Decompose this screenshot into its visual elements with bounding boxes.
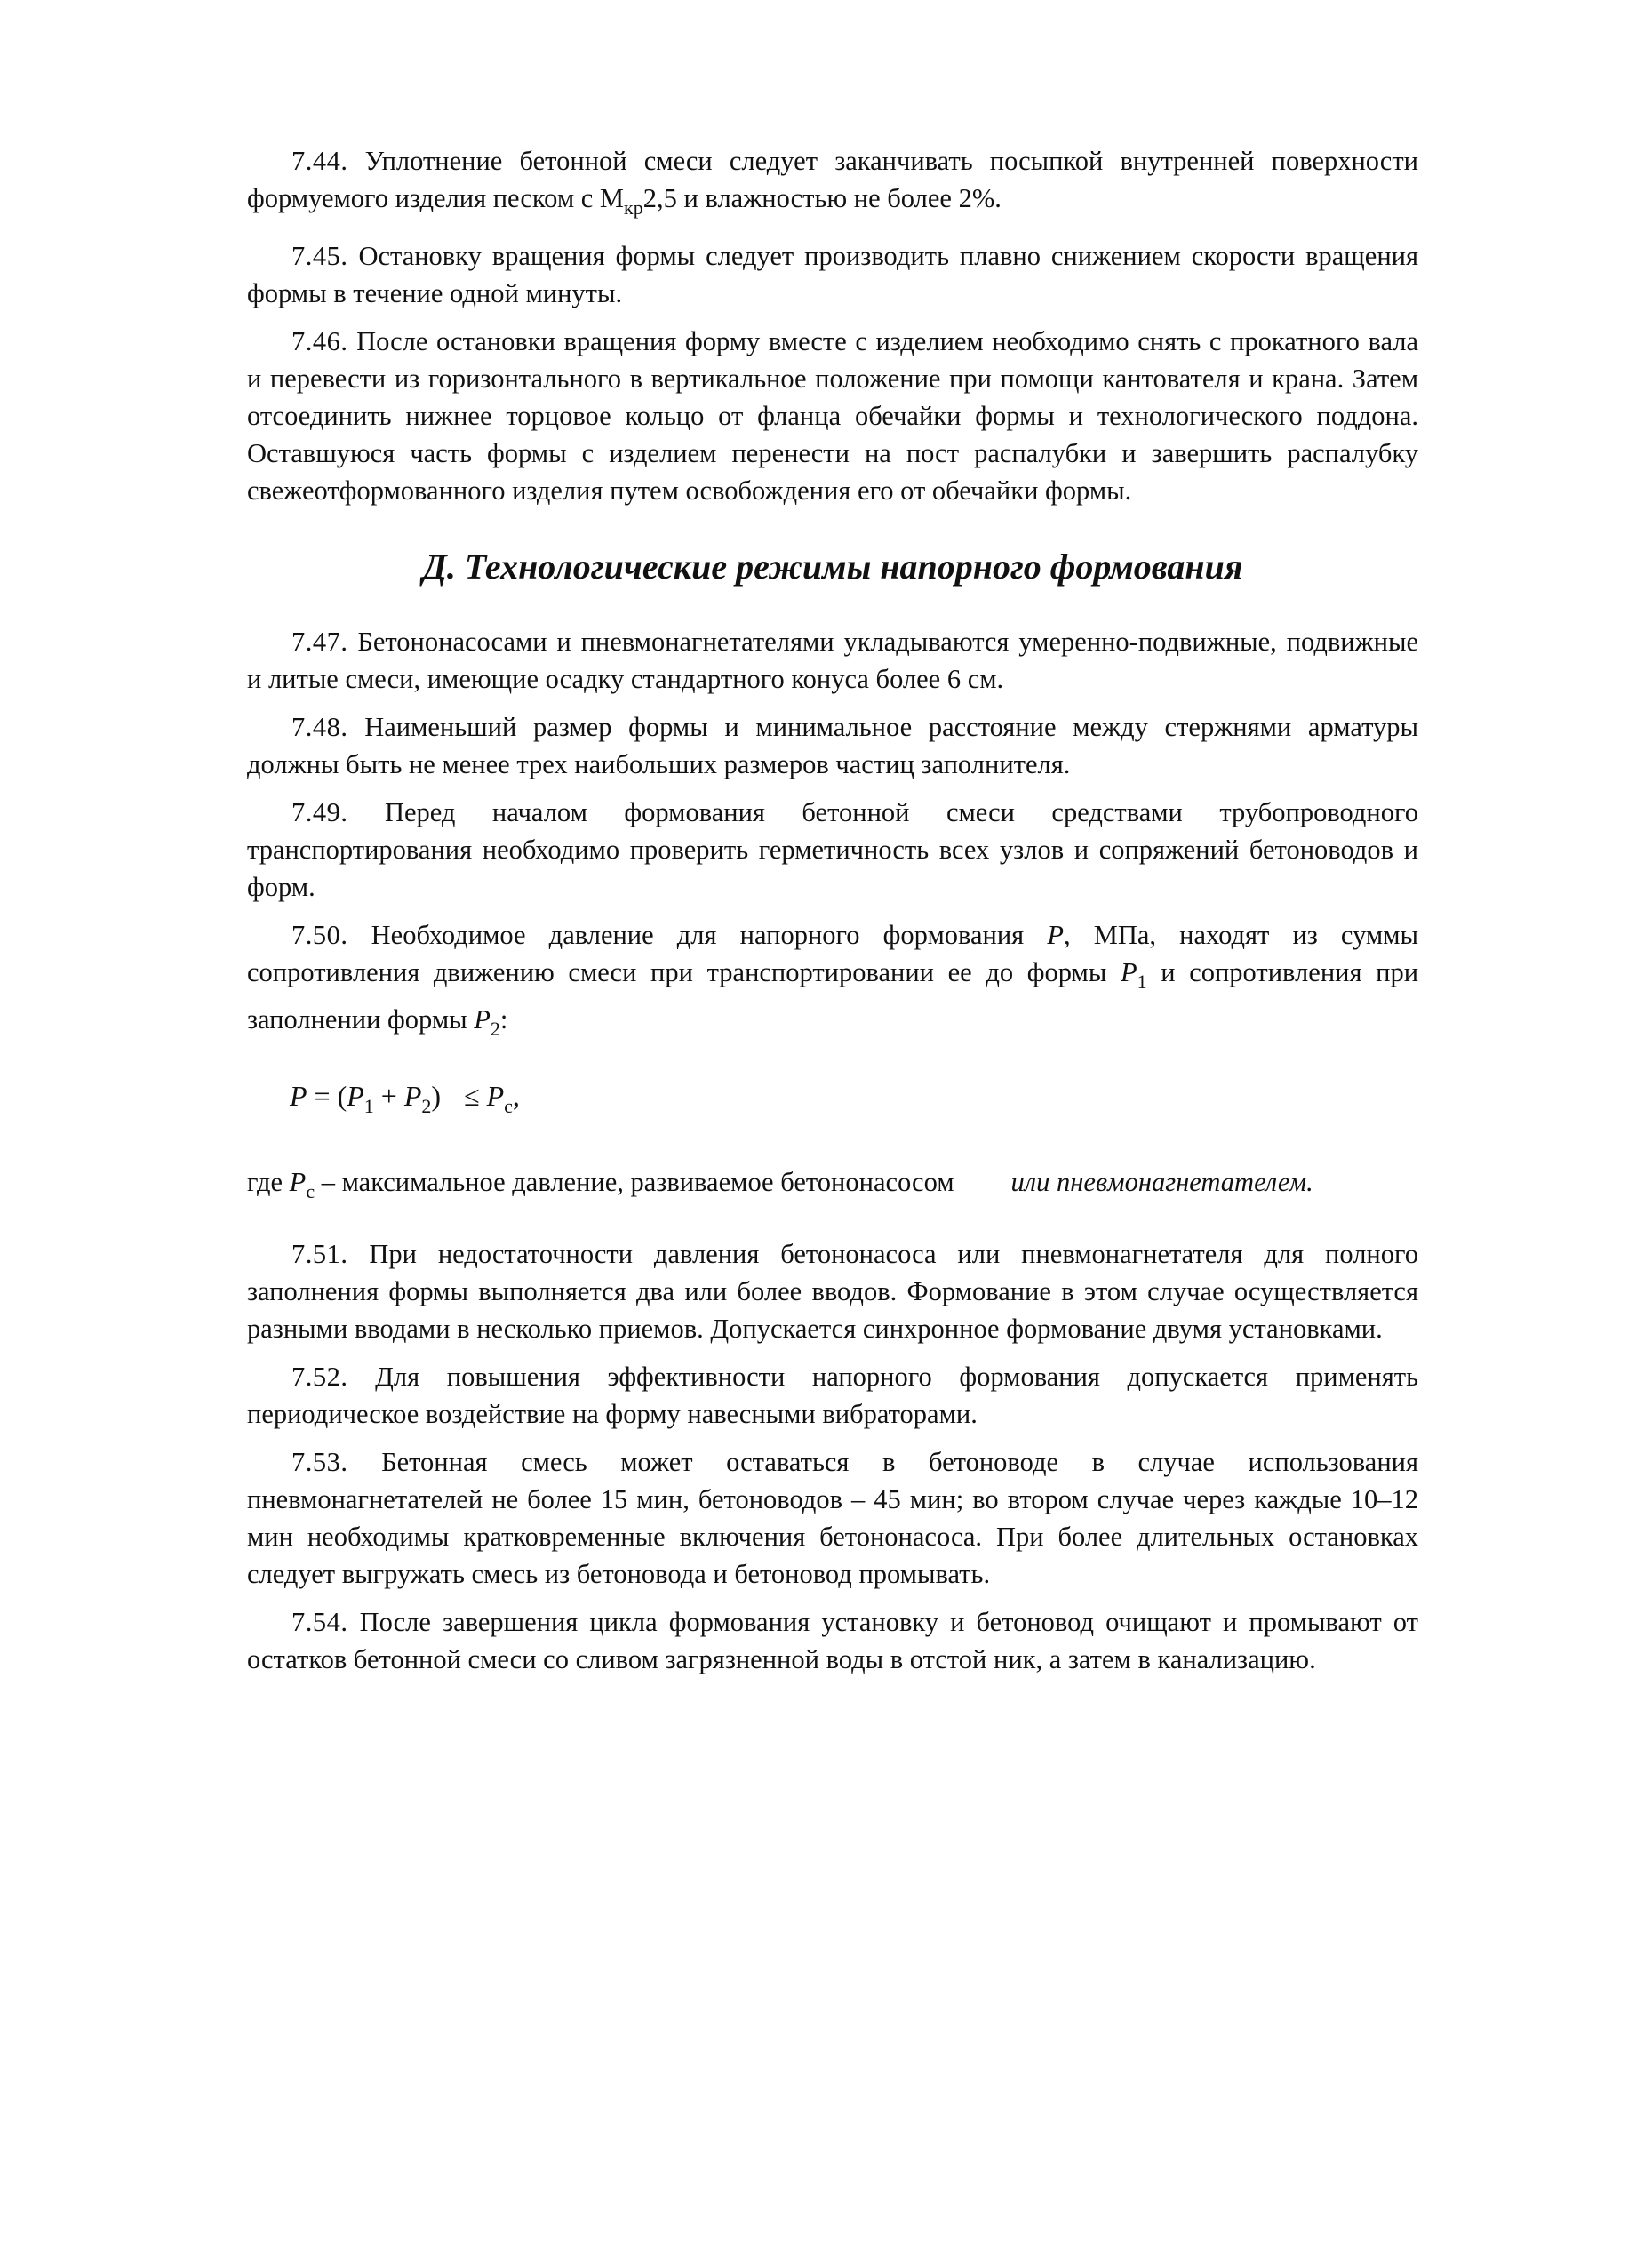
formula-close-paren: ): [431, 1080, 442, 1112]
where-text-italic: или пневмонагнетателем.: [1010, 1167, 1313, 1197]
paragraph-7-47: [247, 623, 1418, 698]
variable-p2: P: [474, 1004, 491, 1035]
paragraph-text-cont: и сопротивления при заполнении формы: [247, 957, 1419, 1035]
formula-leq-sign: ≤: [464, 1080, 480, 1112]
paragraph-text: Бетонная смесь может оставаться в бетоноводе в случае использования пневмонагнетателей не более 15 мин, бетоноводов – 45 мин; во втором случае через каждые 10–12 мин необходимы кратковременные включения бетононасоса. При более длительных остановках следует выгружать смесь из бетоновода и бетоновод промывать.: [247, 1447, 1419, 1589]
section-heading: Д. Технологические режимы напорного формования: [422, 547, 1243, 587]
paragraph-7-44: [247, 142, 1418, 227]
paragraph-text: При недостаточности давления бетононасоса или пневмонагнетателя для полного заполнения формы выполняется два или более вводов. Формование в этом случае осуществляется разными вводами в несколько приемов. Допускается синхронное формование двумя установками.: [247, 1239, 1419, 1344]
paragraph-number: 7.52.: [291, 1362, 348, 1392]
paragraph-number: 7.54.: [291, 1607, 348, 1637]
paragraph-7-50: [247, 916, 1418, 1048]
subscript-kr: кр: [624, 196, 643, 219]
paragraph-text-cont: 2,5 и влажностью не более 2%.: [642, 183, 1002, 213]
subscript-2: 2: [490, 1018, 500, 1040]
paragraph-number: 7.44.: [291, 146, 348, 176]
formula-equals: = (: [307, 1080, 347, 1112]
paragraph-text: Перед началом формования бетонной смеси средствами трубопроводного транспортирования необходимо проверить герметичность всех узлов и сопряжений бетоноводов и форм.: [247, 797, 1419, 902]
formula-p1: P: [347, 1080, 364, 1112]
colon: :: [499, 1004, 508, 1035]
paragraph-number: 7.50.: [291, 920, 348, 950]
paragraph-text: Остановку вращения формы следует производить плавно снижением скорости вращения формы в течение одной минуты.: [247, 241, 1419, 308]
where-text: – максимальное давление, развиваемое бетононасосом: [321, 1167, 954, 1197]
paragraph-text: Для повышения эффективности напорного формования допускается применять периодическое воздействие на форму навесными вибраторами.: [247, 1362, 1419, 1429]
paragraph-7-51: [247, 1235, 1418, 1347]
variable-p: P: [1047, 920, 1064, 950]
paragraph-7-46: [247, 323, 1418, 509]
paragraph-7-54: [247, 1603, 1418, 1678]
pressure-formula: [290, 1069, 1418, 1133]
paragraph-text: После остановки вращения форму вместе с изделием необходимо снять с прокатного вала и перевести из горизонтального в вертикальное положение при помощи кантователя и крана. Затем отсоединить нижнее торцовое кольцо от фланца обечайки формы и технологического поддона. Оставшуюся часть формы с изделием перенести на пост распалубки и завершить распалубку свежеотформованного изделия путем освобождения его от обечайки формы.: [247, 326, 1419, 506]
paragraph-text: После завершения цикла формования установку и бетоновод очищают и промывают от остатков бетонной смеси со сливом загрязненной воды в отстой ник, а затем в канализацию.: [247, 1607, 1418, 1674]
paragraph-text: Уплотнение бетонной смеси следует заканчивать посыпкой внутренней поверхности формуемого изделия песком с М: [247, 146, 1418, 213]
paragraph-number: 7.48.: [291, 712, 348, 742]
paragraph-text: Необходимое давление для напорного формования: [371, 920, 1025, 950]
paragraph-number: 7.47.: [291, 627, 348, 657]
where-word: где: [247, 1167, 283, 1197]
formula-explanation: [247, 1163, 1418, 1210]
variable-p1: P: [1120, 957, 1137, 987]
paragraph-7-52: [247, 1358, 1418, 1433]
document-page: [247, 142, 1418, 1689]
paragraph-text-cont: , МПа, находят из суммы сопротивления движению смеси при транспортировании ее до формы: [247, 920, 1419, 987]
formula-pc: P: [486, 1080, 505, 1112]
paragraph-7-49: [247, 794, 1418, 906]
paragraph-7-53: [247, 1443, 1418, 1593]
formula-lhs: P: [290, 1080, 307, 1112]
paragraph-number: 7.49.: [291, 797, 348, 827]
subscript-c: с: [306, 1180, 315, 1202]
paragraph-text: Бетононасосами и пневмонагнетателями укладываются умеренно-подвижные, подвижные и литые смеси, имеющие осадку стандартного конуса более 6 см.: [247, 627, 1418, 694]
variable-pc: P: [289, 1167, 307, 1197]
subscript-1: 1: [1137, 971, 1147, 993]
paragraph-number: 7.46.: [291, 326, 348, 356]
formula-sub-2: 2: [421, 1095, 432, 1117]
paragraph-number: 7.45.: [291, 241, 348, 271]
paragraph-text: Наименьший размер формы и минимальное расстояние между стержнями арматуры должны быть не менее трех наибольших размеров частиц заполнителя.: [247, 712, 1419, 779]
formula-sub-1: 1: [363, 1095, 374, 1117]
formula-plus: +: [373, 1080, 404, 1112]
formula-p2: P: [403, 1080, 422, 1112]
paragraph-7-48: [247, 708, 1418, 783]
formula-comma: ,: [512, 1080, 520, 1112]
paragraph-number: 7.51.: [291, 1239, 348, 1269]
formula-sub-c: с: [504, 1095, 513, 1117]
paragraph-number: 7.53.: [291, 1447, 348, 1477]
paragraph-7-45: [247, 237, 1418, 312]
